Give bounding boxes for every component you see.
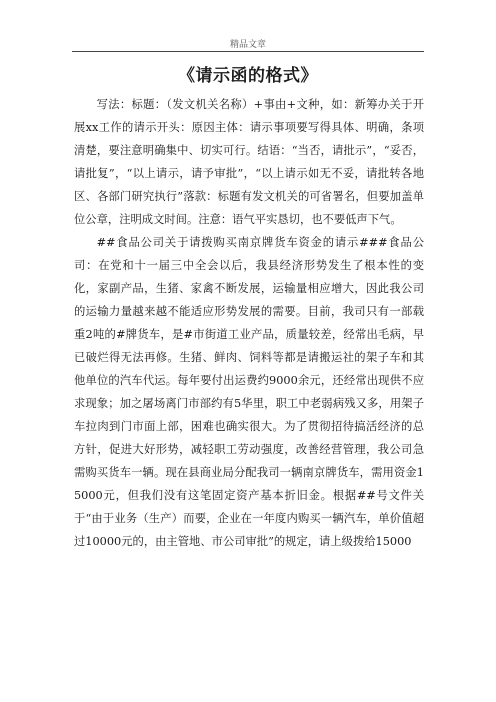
document-title: 《请示函的格式》 [178,66,318,86]
header-label: 精品文章 [229,40,266,50]
paragraph-format-guide: 写法：标题：（发文机关名称）+事由+文种，如：新筹办关于开展xx工作的请示开头：原因主体：请示事项要写得具体、明确，条项清楚，要注意明确集中、切实可行。结语：“当否，请批示”，“妥否，请批复”，“以上请示，请予审批”，“以上请示如无不妥，请批转各地区、各部门研究执行”落款：标题有发文机关的可省署名，但要加盖单位公章，注明成文时间。注意：语气平实恳切，也不要低声下气。 [74,98,424,226]
header-divider [72,51,424,52]
document-body [74,93,424,553]
paragraph-example-request: ##食品公司关于请拨购买南京牌货车资金的请示###食品公司：在党和十一届三中全会以后，我县经济形势发生了根本性的变化，家副产品，生猪、家禽不断发展，运输量相应增大，因此我公司的运输力量越来越不能适应形势发展的需要。目前，我司只有一部载重2吨的#牌货车，是#市街道工业产品，质量较差，经常出毛病，早已破烂得无法再修。生猪、鲜肉、饲料等都是请搬运社的架子车和其他单位的汽车代运。每年要付出运费约9000余元，还经常出现供不应求现象；加之屠场离门市部约有5华里，职工中老弱病残又多，用架子车拉肉到门市面上部，困难也确实很大。为了贯彻招待搞活经济的总方针，促进大好形势，减轻职工劳动强度，改善经营管理，我公司急需购买货车一辆。现在县商业局分配我司一辆南京牌货车，需用资金15000元，但我们没有这笔固定资产基本折旧金。根据##号文件关于“由于业务（生产）而要，企业在一年度内购买一辆汽车，单价值超过10000元的，由主管地、市公司审批”的规定，请上级拨给15000 [74,236,424,548]
